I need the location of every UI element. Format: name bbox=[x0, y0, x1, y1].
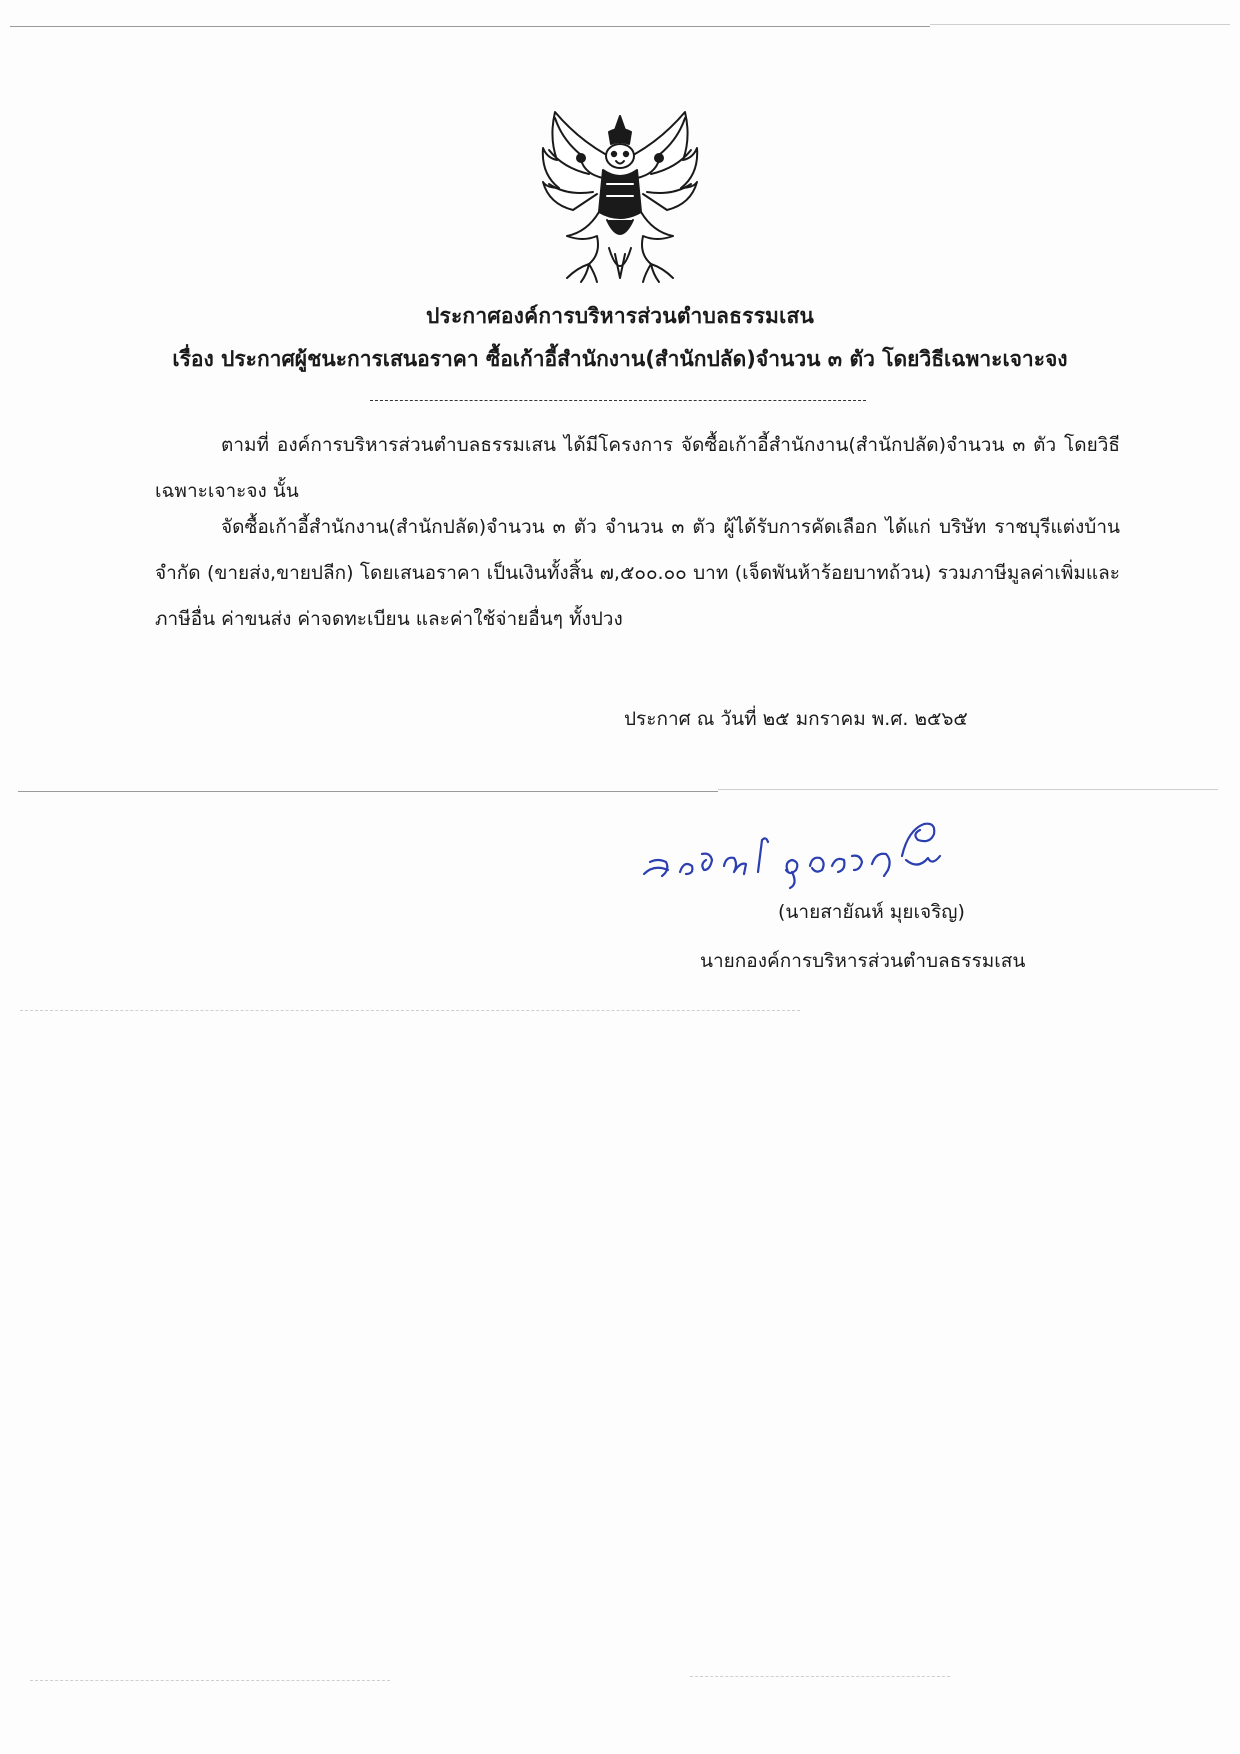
garuda-emblem-icon bbox=[537, 108, 703, 286]
body-paragraph-1-text: ตามที่ องค์การบริหารส่วนตำบลธรรมเสน ได้มีโครงการ จัดซื้อเก้าอี้สำนักงาน(สำนักปลัด)จำนวน ๓ ตัว โดยวิธีเฉพาะเจาะจง นั้น bbox=[155, 434, 1120, 502]
scan-line-top bbox=[10, 26, 930, 27]
scan-line-mid bbox=[18, 791, 718, 792]
scan-line-bottom bbox=[30, 1680, 390, 1681]
announcement-date: ประกาศ ณ วันที่ ๒๕ มกราคม พ.ศ. ๒๕๖๕ bbox=[624, 708, 968, 730]
announcement-subject: เรื่อง ประกาศผู้ชนะการเสนอราคา ซื้อเก้าอี้สำนักงาน(สำนักปลัด)จำนวน ๓ ตัว โดยวิธีเฉพาะเจาะจง bbox=[172, 347, 1068, 371]
title-divider bbox=[370, 400, 866, 401]
signatory-name: (นายสายัณห์ มุยเจริญ) bbox=[778, 901, 965, 923]
body-paragraph-2 bbox=[155, 504, 1120, 642]
scan-line-lower bbox=[20, 1010, 800, 1011]
body-paragraph-2-text: จัดซื้อเก้าอี้สำนักงาน(สำนักปลัด)จำนวน ๓ ตัว จำนวน ๓ ตัว ผู้ได้รับการคัดเลือก ได้แก่ บริษัท ราชบุรีแต่งบ้าน จำกัด (ขายส่ง,ขายปลีก) โดยเสนอราคา เป็นเงินทั้งสิ้น ๗,๕๐๐.๐๐ บาท (เจ็ดพันห้าร้อยบาทถ้วน) รวมภาษีมูลค่าเพิ่มและภาษีอื่น ค่าขนส่ง ค่าจดทะเบียน และค่าใช้จ่ายอื่นๆ ทั้งปวง bbox=[155, 516, 1120, 630]
scan-line-bottom-right bbox=[690, 1676, 950, 1677]
body-paragraph-1 bbox=[155, 422, 1120, 514]
handwritten-signature bbox=[640, 800, 980, 890]
organization-title: ประกาศองค์การบริหารส่วนตำบลธรรมเสน bbox=[425, 304, 815, 328]
scan-line-mid-right bbox=[718, 789, 1218, 790]
scan-line-upper-right bbox=[930, 24, 1230, 25]
signatory-position: นายกองค์การบริหารส่วนตำบลธรรมเสน bbox=[700, 950, 1026, 972]
